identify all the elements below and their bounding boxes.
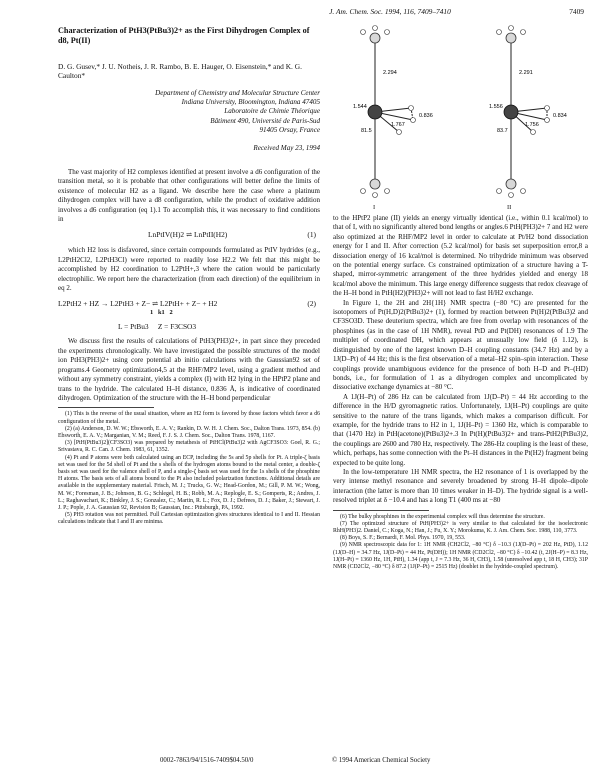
equation-number: (2) xyxy=(307,299,316,309)
equation-labels: 1 k1 2 xyxy=(150,309,173,317)
left-column xyxy=(58,24,320,527)
footer-code: 0002-7863/94/1516-7409$04.50/0 xyxy=(160,757,254,764)
angle-label: 83.7 xyxy=(497,128,508,134)
equation-text: L = PtBu3 Z = F3CSO3 xyxy=(118,322,197,332)
phosphorus-atom xyxy=(506,33,516,43)
footer-copyright: © 1994 American Chemical Society xyxy=(332,757,431,764)
equation-text: L2PtH2 + HZ → L2PtH3 + Z− ⇌ L2PtH+ + Z− + H2 xyxy=(58,299,218,309)
paragraph: to the HPtP2 plane (II) yields an energy virtually identical (i.e., within 0.1 kcal/mol) to that of I, with no significantly altered bond lengths or angles.6 PtH(PH3)2+ 7 and H2 were also optimized at the RHF/MP2 level in order to calculate at Pt/H2 bond dissociation energy for I and II. After correction (5.2 kcal/mol) for basis set superposition error,8 a dissociation energy of 16 kcal/mol is determined. No trihydride minimum was observed on the potential energy surface. Cs constrained optimization of a structure having a T-shaped, mirror-symmetric arrangement of the three hydrides yielded and energy 18 kcal/mol above the minimum. This large energy difference suggests that redox cleavage of the H–H bond in PtH(H2)(PH3)2+ will not lead to fast H/H2 exchange. xyxy=(333,214,588,298)
right-column xyxy=(333,24,588,571)
hydrogen-atom xyxy=(531,130,536,135)
phosphorus-atom xyxy=(506,179,516,189)
molecule-I xyxy=(353,26,433,198)
hydrogen-atom xyxy=(545,106,550,111)
footnote: (1) This is the reverse of the usual situation, where an H2 form is favored by those factors which favor a d6 configuration of the metal. xyxy=(58,411,320,425)
equation-number: (1) xyxy=(307,230,316,240)
paragraph: The vast majority of H2 complexes identified at present involve a d6 configuration of the transition metal, so it is probable that other configurations will better define the limits of existence of molecular H2 as a ligand. We describe here the case where a platinum dihydrogen complex will have a d8 configuration, while the product of oxidative addition involves a d6 configuration (eq 1).1 To accomplish this, it was necessary to find conditions in xyxy=(58,168,320,224)
footnote: (2) (a) Anderson, D. W. W.; Ebsworth, E. A. V.; Rankin, D. W. H. J. Chem. Soc., Dalton Trans. 1973, 854. (b) Ebsworth, E. A. V.; Marganian, V. M.; Reed, F. J. S. J. Chem. Soc., Dalton Trans. 1978, 1167. xyxy=(58,425,320,439)
phosphorus-atom xyxy=(370,33,380,43)
hydrogen-atom xyxy=(397,130,402,135)
footnote: (4) Pt and P atoms were both calculated using an ECP, including the 5s and 5p shells for Pt. A triple-ζ basis set was used for the 5d shell of Pt and the s shells of the hydrogen atoms bound to the metal center, a double-ζ basis set was used for the valence shell of P, and a single-ζ basis set was used for the 1s shells of the phosphine H atoms. The basis sets of all atoms bound to the Pt also included polarization functions. Additional details are available in the supplementary material. Frisch, M. J.; Trucks, G. W.; Head-Gordon, M.; Gill, P. M. W.; Wong, M. W.; Foresman, J. B.; Johnson, B. G.; Schlegel, H. B.; Robb, M. A.; Replogle, E. S.; Gomperts, R.; Andres, J. L.; Raghavachari, K.; Binkley, J. S.; Gonzalez, C.; Martin, R. L.; Fox, D. J.; Defrees, D. J.; Baker, J.; Stewart, J. J. P.; Pople, J. A. Gaussian 92, Revision B; Gaussian, Inc.: Pittsburgh, PA, 1992. xyxy=(58,454,320,511)
affiliation-line: Department of Chemistry and Molecular Structure Center xyxy=(155,89,320,97)
equation-3 xyxy=(58,319,320,337)
page-number: 7409 xyxy=(569,7,584,16)
bond-length-label: 1.756 xyxy=(525,122,539,128)
affiliation-line: Indiana University, Bloomington, Indiana 47405 xyxy=(181,98,320,107)
molecule-figure xyxy=(333,24,588,199)
bond-length-label: 2.294 xyxy=(383,70,397,76)
running-header-journal: J. Am. Chem. Soc. 1994, 116, 7409–7410 xyxy=(329,7,451,16)
author-list: D. G. Gusev,* J. U. Notheis, J. R. Rambo, B. E. Hauger, O. Eisenstein,* and K. G. Caulton* xyxy=(58,62,302,80)
paragraph: A 1J(H–Pt) of 286 Hz can be calculated from 1J(D–Pt) = 44 Hz according to the difference in the H/D gyromagnetic ratios. Unfortunately, 1J(H–Pt) couplings are quite sensitive to the nature of the trans ligands, which makes a comparison difficult. For example, for the hydride trans to H2 in 1, 1J(H–Pt) = 1360 Hz, which is comparable to that (1470 Hz) in PtH(acetone)(PtBu3)2+.3 In Pt(H)(PtBu3)2+ and trans-PtH2(PtBu3)2, the couplings are 2600 and 780 Hz, respectively. The 286-Hz coupling is the least of these, which, perhaps, has some connection with the Pt–H distances in the Pt(H2) fragment being expected to be quite long. xyxy=(333,392,588,467)
bond-length-label: 2.291 xyxy=(519,70,533,76)
equation-1 xyxy=(58,224,320,246)
footnote-divider xyxy=(333,510,429,511)
platinum-atom xyxy=(368,105,382,119)
footnote: (9) NMR spectroscopic data for 1: 1H NMR (CH2Cl2, −80 °C) δ −10.3 (1J(D–Pt) = 202 Hz, PtD), 1.12 (1J(D–H) = 34.7 Hz, 1J(D–Pt) = 44 Hz, Pt(DH)); 1H NMR (CD2Cl2, −80 °C) δ −10.42 (t, 2J(H–P) = 8.3 Hz, 1J(H–Pt) = 1360 Hz, 1H, PtH), 1.34 (app t, J = 7.3 Hz, 36 H, CH3), 1.58 (unresolved app t, 18 H, CH3); 31P NMR (CD2Cl2, −80 °C) δ 87.2 (1J(P–Pt) = 2515 Hz) (doublet in the hydride-coupled spectrum). xyxy=(333,542,588,571)
platinum-atom xyxy=(504,105,518,119)
footnote: (5) PH3 rotation was not permitted. Full Cartesian optimization gives structures identical to I and II. Hessian calculations indicate that I and II are minima. xyxy=(58,512,320,526)
footnote-divider xyxy=(58,407,154,408)
bond-length-label: 1.556 xyxy=(489,104,503,110)
footnote: (8) Boys, S. F.; Bernardi, F. Mol. Phys. 1970, 19, 553. xyxy=(340,535,466,542)
equation-2 xyxy=(58,293,320,319)
bond-length-label: 1.767 xyxy=(391,122,405,128)
bond-length-label: 0.836 xyxy=(419,113,433,119)
affiliation-line: Laboratoire de Chimie Théorique xyxy=(224,107,320,116)
equation-text: LnPtIV(H)2 ⇌ LnPtII(H2) xyxy=(148,230,228,240)
hydrogen-atom xyxy=(409,106,414,111)
bond-length-label: 0.834 xyxy=(553,113,567,119)
paragraph: which H2 loss is disfavored, since certain compounds formulated as PtIV hydrides (e.g., L2PtH2Cl2, L2PtH3Cl) were reported to readily lose H2.2 We felt that this might be accomplished by H2 coordination to L2PtH+,3 where the cation would be particularly electrophilic. We report here the characterization (from each direction) of the equilibrium in eq 2. xyxy=(58,246,320,293)
article-title: Characterization of PtH3(PtBu3)2+ as the First Dihydrogen Complex of d8, Pt(II) xyxy=(58,26,310,45)
paragraph: We discuss first the results of calculations of PtH3(PH3)2+, in part since they preceded the experiments chronologically. We have investigated the possible structures of the model ion PtH3(PH3)2+ using core potential ab initio calculations with the Gaussian92 set of programs.4 Geometry optimization4,5 at the RHF/MP2 level, using a gradient method and without any symmetry constraint, yields a complex (I) with H2 lying in the HPtP2 plane and trans to the hydride. The calculated H–H distance, 0.836 Å, is indicative of coordinated dihydrogen. Optimization of the structure with the H–H bond perpendicular xyxy=(58,337,320,402)
phosphorus-atom xyxy=(370,179,380,189)
paragraph: In Figure 1, the 2H and 2H{1H} NMR spectra (−80 °C) are presented for the isotopomers of Pt(H,D)2(PtBu3)2+ (1), formed by reaction between Pt(H)2(PtBu3)2 and CF3SO3D. These deuterium spectra, which are free from overlap with resonances of the phosphines (as in the case of 1H NMR), reveal PtD and Pt(DH) resonances of 1.9 The multiplet of coordinated DH, which appears at unusually low field (δ 1.12), is distinguished by one of the largest known D–H coupling constants (34.7 Hz) and by a 1J(D–Pt) of 44 Hz; this is the first observation of a metal–H2 spin–spin interaction. These couplings provide unambiguous evidence for the presence of both H–D and Pt–(HD) bonds, i.e., for formulation of 1 as a dihydrogen complex and uncomplicated by dissociative exchange dynamics at −80 °C. xyxy=(333,298,588,392)
molecule-II xyxy=(489,26,567,198)
footnote: (6) The bulky phosphines in the experimental complex will thus determine the structure. xyxy=(340,513,545,520)
received-date: Received May 23, 1994 xyxy=(253,144,320,153)
affiliation-block xyxy=(58,89,320,135)
footnote: (7) The optimized structure of PtH(PH3)2+ is very similar to that calculated for the isoelectronic RhH(PH3)2. Daniel, C.; Koga, N.; Han, J.; Fu, X. Y.; Morokuma, K. J. Am. Chem. Soc. 1988, 110, 3773. xyxy=(333,520,588,534)
molecule-label: I xyxy=(373,204,376,211)
affiliation-line: 91405 Orsay, France xyxy=(259,125,320,134)
hydrogen-atom xyxy=(411,118,416,123)
footnote: (3) [PtH(PtBu3)2](CF3SO3) was prepared by metathesis of PtHCl(PtBu3)2 with AgCF3SO3: Goel, R. G.; Srivastava, R. C. Can. J. Chem. 1983, 61, 1352. xyxy=(58,440,320,454)
hydrogen-atom xyxy=(545,118,550,123)
affiliation-line: Bâtiment 490, Université de Paris-Sud xyxy=(210,116,320,125)
bond-length-label: 1.544 xyxy=(353,104,367,110)
angle-label: 81.5 xyxy=(361,128,372,134)
molecule-label: II xyxy=(507,204,512,211)
paragraph: In the low-temperature 1H NMR spectra, the H2 resonance of 1 is overlapped by the very intense methyl resonance and severely broadened by strong H–H dipole–dipole interaction (the latter is more than 10 times weaker in H–D). The hydride signal is a well-resolved triplet at δ −10.4 and has a long T1 (400 ms at −80 xyxy=(333,467,588,505)
